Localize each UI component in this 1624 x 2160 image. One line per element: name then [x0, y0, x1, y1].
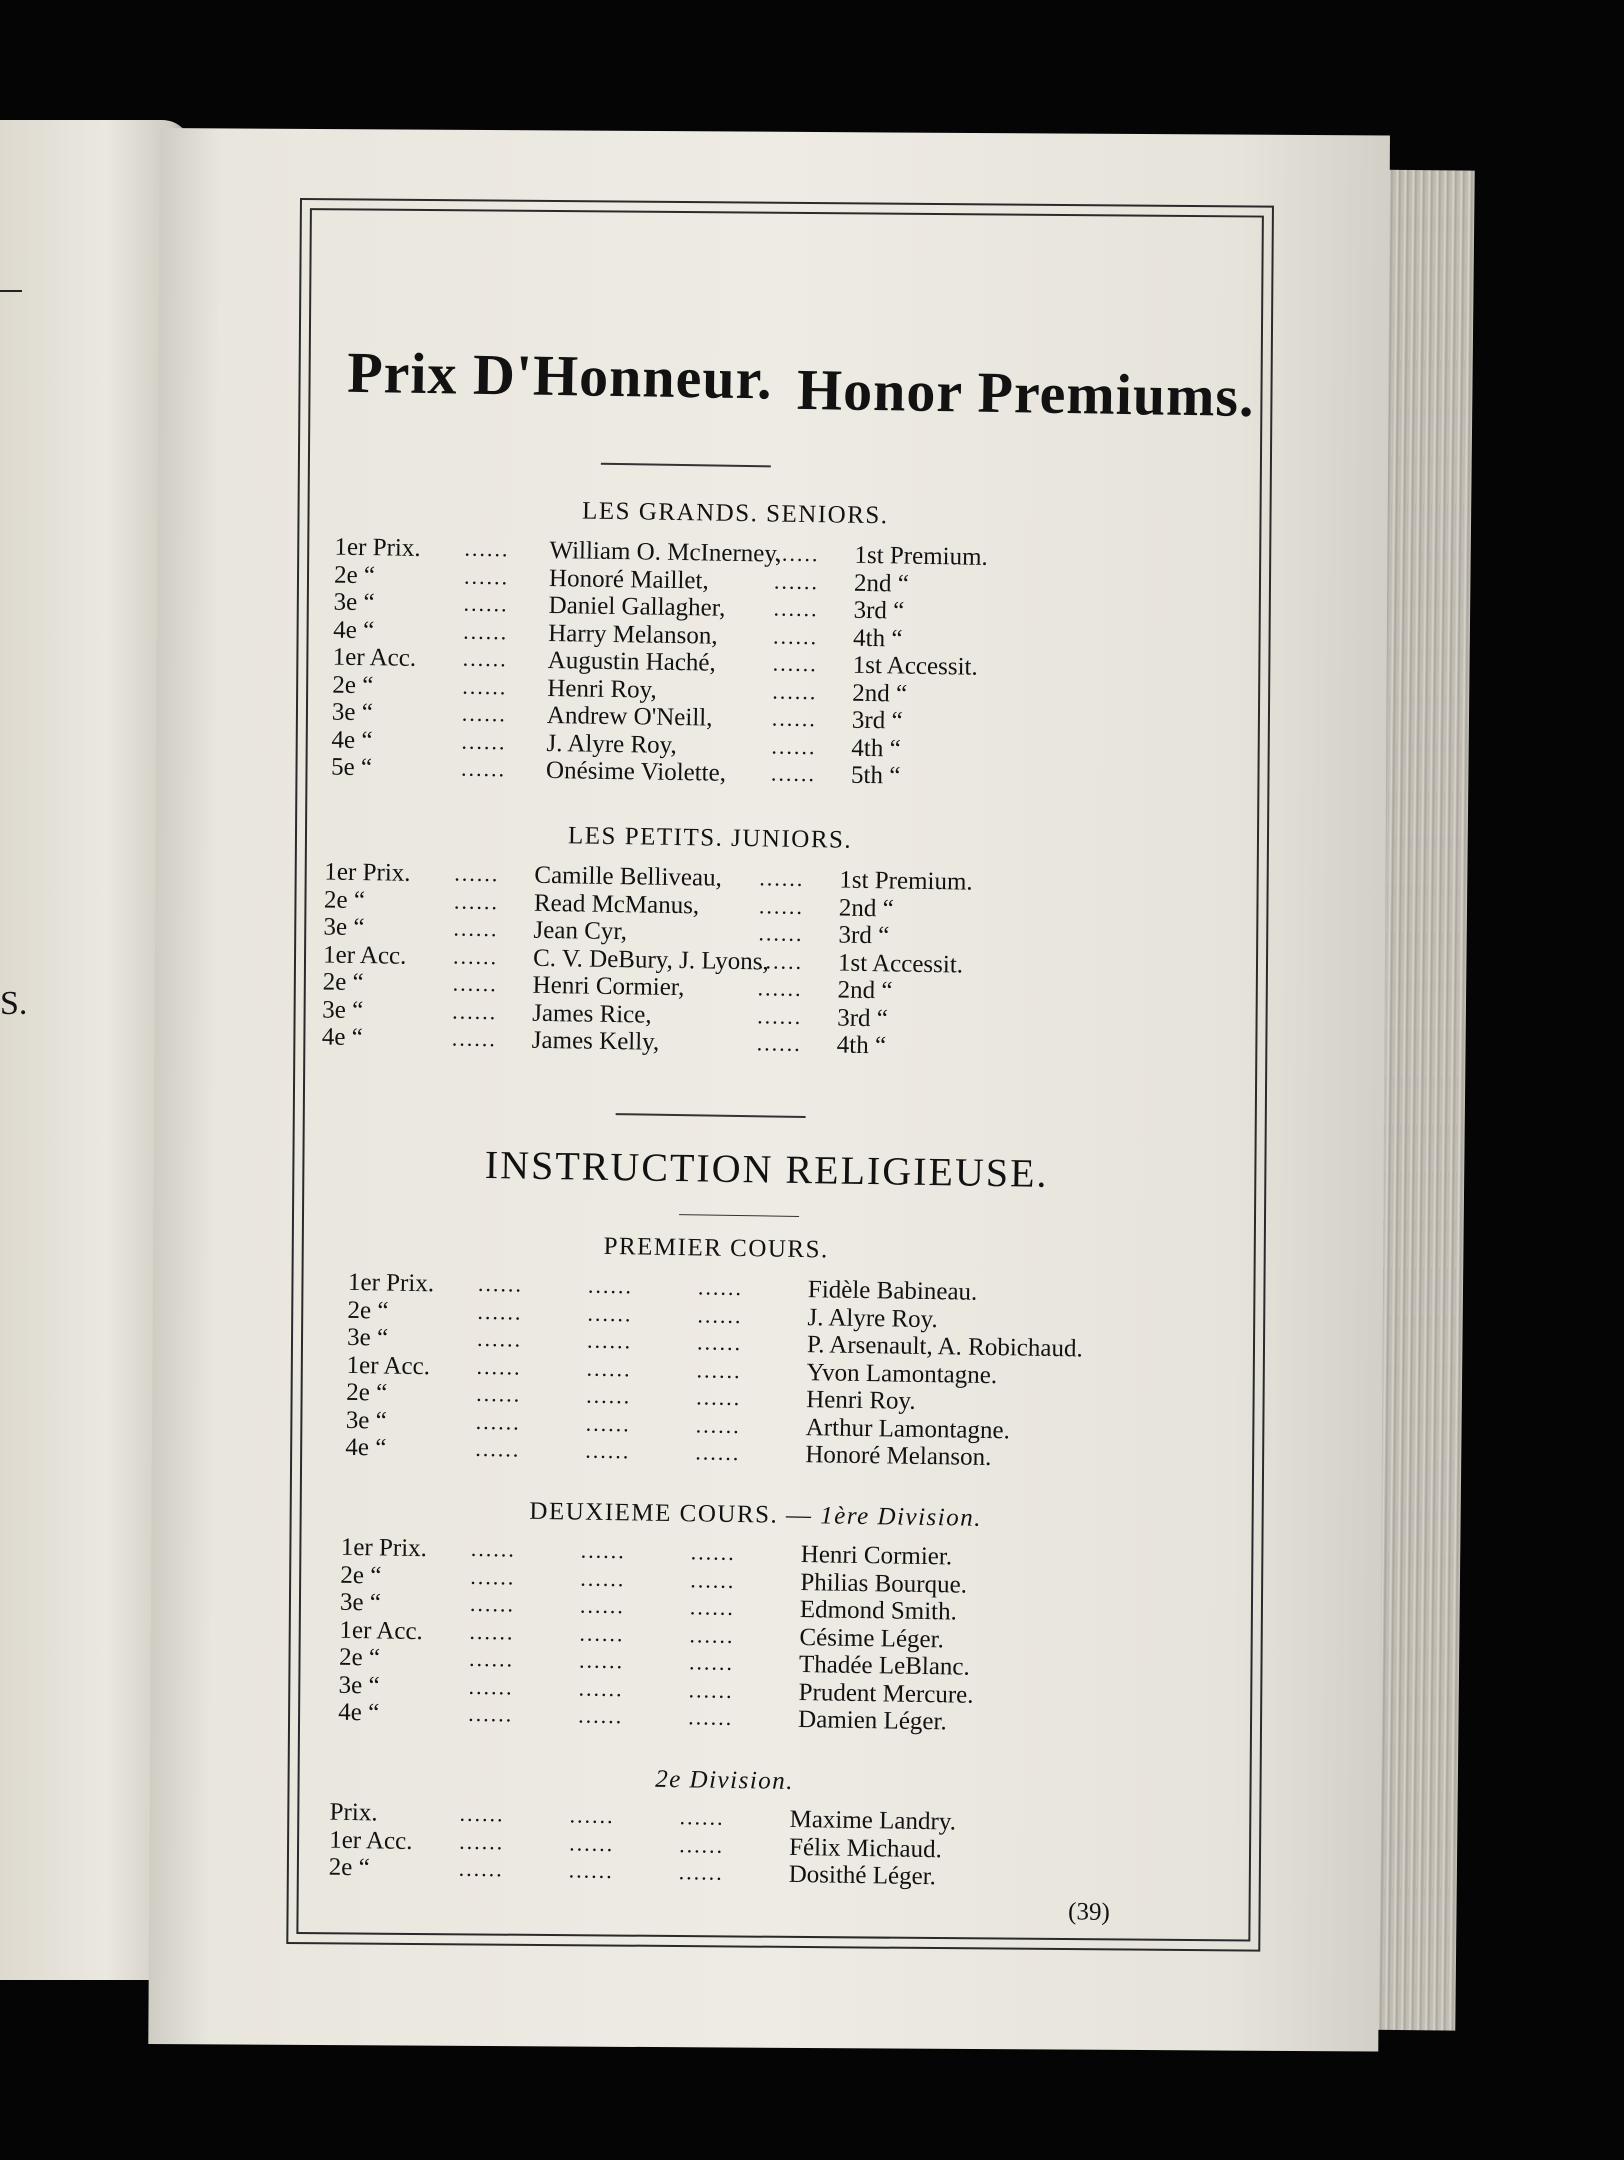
student-name: Henri Roy,: [547, 674, 658, 704]
leader-dots: ......: [772, 622, 819, 649]
leader-dots: ......: [690, 1539, 736, 1566]
award-english: 2nd “: [853, 569, 910, 598]
leader-dots: ......: [578, 1702, 624, 1729]
leader-dots: ......: [476, 1380, 522, 1407]
student-name: Camille Belliveau,: [534, 861, 723, 892]
leader-dots: ......: [461, 728, 507, 754]
award-label: 2e “: [323, 885, 366, 914]
leader-dots: ......: [757, 1002, 803, 1029]
award-english: 4th “: [852, 624, 903, 653]
leader-dots: ......: [468, 1700, 514, 1727]
student-name: Henri Cormier,: [532, 971, 685, 1002]
award-label: 4e “: [345, 1433, 387, 1462]
leader-dots: ......: [586, 1327, 633, 1354]
leader-dots: ......: [697, 1301, 743, 1328]
award-label: 5e “: [330, 753, 373, 782]
title-english-text: Honor Premiums.: [796, 356, 1256, 430]
leader-dots: ......: [695, 1439, 741, 1466]
award-english: 1st Premium.: [839, 866, 973, 896]
student-name: William O. McInerney,: [549, 536, 782, 568]
leader-dots: ......: [460, 755, 507, 782]
leader-dots: ......: [469, 1618, 515, 1645]
award-label: 3e “: [339, 1588, 382, 1617]
leader-dots: ......: [451, 1025, 498, 1052]
award-label: 1er Acc.: [322, 940, 407, 970]
leader-dots: ......: [689, 1621, 735, 1648]
religion-divider: [679, 1214, 799, 1217]
leader-dots: ......: [580, 1565, 626, 1591]
leader-dots: ......: [569, 1829, 615, 1856]
leader-dots: ......: [452, 997, 498, 1024]
leader-dots: ......: [578, 1675, 624, 1701]
leader-dots: ......: [678, 1831, 725, 1858]
page-content: [273, 198, 1270, 1955]
award-label: Prix.: [329, 1798, 378, 1827]
page-number: (39): [1067, 1898, 1111, 1926]
leader-dots: ......: [772, 650, 818, 677]
student-name: Read McManus,: [533, 889, 700, 919]
title-english: [797, 356, 1256, 430]
award-label: 1er Acc.: [346, 1351, 431, 1380]
leader-dots: ......: [687, 1704, 734, 1730]
religion-heading: INSTRUCTION RELIGIEUSE.: [484, 1142, 1049, 1196]
left-page-letter: S.: [0, 985, 28, 1022]
award-english: 3rd “: [838, 921, 890, 950]
student-name: Augustin Haché,: [547, 646, 716, 677]
leader-dots: ......: [688, 1676, 734, 1703]
student-name: J. Alyre Roy.: [807, 1303, 939, 1333]
leader-dots: ......: [586, 1382, 632, 1409]
division-2-heading: 2e Division.: [654, 1765, 795, 1795]
student-name: J. Alyre Roy,: [546, 729, 677, 759]
leader-dots: ......: [476, 1325, 523, 1352]
leader-dots: ......: [771, 732, 817, 759]
leader-dots: ......: [459, 1800, 505, 1827]
award-label: 3e “: [346, 1323, 389, 1352]
section-divider: [616, 1113, 806, 1118]
leader-dots: ......: [587, 1272, 634, 1299]
award-label: 2e “: [333, 561, 376, 589]
award-english: 4th “: [836, 1031, 887, 1060]
leader-dots: ......: [585, 1410, 631, 1436]
student-name: Harry Melanson,: [547, 619, 718, 650]
leader-dots: ......: [477, 1270, 524, 1297]
leader-dots: ......: [464, 535, 510, 562]
student-name: Andrew O'Neill,: [546, 701, 713, 732]
student-name: Edmond Smith.: [799, 1596, 958, 1626]
leader-dots: ......: [475, 1435, 521, 1462]
award-english: 1st Accessit.: [852, 651, 978, 681]
award-label: 1er Prix.: [334, 533, 421, 562]
leader-dots: ......: [463, 618, 509, 644]
leader-dots: ......: [459, 1828, 505, 1854]
award-english: 2nd “: [838, 894, 894, 922]
student-name: C. V. DeBury, J. Lyons,: [532, 944, 769, 975]
award-label: 2e “: [328, 1853, 370, 1882]
student-name: James Kelly,: [531, 1026, 660, 1056]
student-name: Honoré Maillet,: [548, 564, 709, 594]
award-english: 3rd “: [836, 1004, 889, 1032]
student-name: Césime Léger.: [799, 1623, 945, 1653]
leader-dots: ......: [771, 705, 818, 732]
leader-dots: ......: [757, 975, 803, 1001]
award-label: 3e “: [345, 1406, 387, 1435]
student-name: Thadée LeBlanc.: [798, 1651, 970, 1681]
leader-dots: ......: [696, 1384, 742, 1411]
leader-dots: ......: [470, 1563, 516, 1590]
leader-dots: ......: [758, 920, 804, 946]
leader-dots: ......: [770, 760, 817, 787]
student-name: Philias Bourque.: [800, 1568, 968, 1599]
deuxieme-cours-heading: [529, 1498, 982, 1533]
leader-dots: ......: [469, 1590, 516, 1617]
seniors-heading: LES GRANDS. SENIORS.: [581, 497, 889, 530]
left-page-rule: [0, 290, 22, 292]
leader-dots: ......: [569, 1802, 615, 1829]
award-label: 2e “: [322, 968, 364, 997]
leader-dots: ......: [579, 1620, 625, 1646]
student-name: Daniel Gallagher,: [548, 591, 726, 622]
leader-dots: ......: [678, 1859, 724, 1885]
leader-dots: ......: [759, 865, 805, 892]
student-name: Maxime Landry.: [789, 1805, 957, 1836]
award-label: 1er Acc.: [329, 1826, 413, 1855]
award-label: 2e “: [332, 671, 374, 699]
deuxieme-cours-label: DEUXIEME COURS.: [529, 1497, 779, 1529]
leader-dots: ......: [580, 1537, 626, 1564]
award-label: 2e “: [338, 1643, 381, 1672]
student-name: Yvon Lamontagne.: [806, 1358, 998, 1389]
student-name: Félix Michaud.: [788, 1833, 943, 1863]
leader-dots: ......: [688, 1649, 735, 1675]
leader-dots: ......: [773, 567, 820, 594]
leader-dots: ......: [452, 943, 499, 969]
leader-dots: ......: [470, 1535, 517, 1562]
leader-dots: ......: [475, 1408, 522, 1435]
student-name: James Rice,: [532, 999, 652, 1029]
leader-dots: ......: [578, 1647, 625, 1674]
leader-dots: ......: [773, 595, 819, 622]
premier-cours-heading: PREMIER COURS.: [603, 1232, 829, 1264]
juniors-heading: LES PETITS. JUNIORS.: [567, 822, 853, 854]
award-label: 3e “: [331, 698, 374, 727]
award-label: 4e “: [338, 1698, 380, 1727]
title-french-text: Prix D'Honneur.: [346, 339, 774, 412]
division-1-label: 1ère Division.: [820, 1502, 983, 1532]
leader-dots: ......: [463, 563, 510, 589]
leader-dots: ......: [477, 1298, 523, 1325]
award-label: 4e “: [333, 616, 375, 644]
leader-dots: ......: [454, 860, 500, 887]
award-label: 4e “: [321, 1023, 363, 1052]
student-name: Arthur Lamontagne.: [805, 1413, 1011, 1444]
leader-dots: ......: [697, 1274, 744, 1301]
award-label: 2e “: [346, 1378, 388, 1407]
leader-dots: ......: [476, 1353, 522, 1380]
award-label: 2e “: [340, 1561, 382, 1589]
leader-dots: ......: [462, 673, 508, 699]
student-name: Henri Roy.: [805, 1386, 916, 1415]
award-english: 5th “: [850, 761, 901, 790]
award-label: 3e “: [333, 588, 375, 617]
leader-dots: ......: [757, 947, 804, 974]
award-english: 2nd “: [852, 679, 908, 708]
award-label: 2e “: [347, 1296, 389, 1325]
student-name: P. Arsenault, A. Robichaud.: [806, 1331, 1083, 1363]
leader-dots: ......: [461, 700, 508, 727]
leader-dots: ......: [756, 1030, 802, 1056]
leader-dots: ......: [468, 1673, 514, 1700]
leader-dots: ......: [695, 1411, 741, 1438]
leader-dots: ......: [458, 1855, 504, 1882]
leader-dots: ......: [587, 1300, 633, 1326]
award-label: 4e “: [331, 726, 373, 754]
leader-dots: ......: [758, 892, 805, 919]
leader-dots: ......: [696, 1356, 742, 1383]
award-label: 3e “: [323, 913, 365, 942]
award-label: 1er Prix.: [324, 858, 411, 887]
award-label: 1er Acc.: [332, 643, 417, 672]
student-name: Damien Léger.: [797, 1706, 947, 1736]
title-divider: [601, 463, 771, 468]
leader-dots: ......: [462, 645, 508, 672]
leader-dots: ......: [690, 1566, 736, 1593]
leader-dots: ......: [696, 1329, 743, 1356]
leader-dots: ......: [679, 1804, 725, 1830]
student-name: Dosithé Léger.: [788, 1860, 937, 1891]
student-name: Henri Cormier.: [800, 1541, 953, 1571]
leader-dots: ......: [568, 1857, 614, 1884]
leader-dots: ......: [774, 540, 820, 567]
title-french: [347, 339, 773, 413]
leader-dots: ......: [586, 1355, 632, 1381]
award-english: 2nd “: [837, 976, 893, 1005]
leader-dots: ......: [453, 915, 499, 942]
student-name: Jean Cyr,: [533, 916, 628, 946]
student-name: Honoré Melanson.: [805, 1441, 992, 1472]
award-english: 3rd “: [853, 596, 905, 625]
award-english: 1st Premium.: [854, 541, 988, 571]
leader-dots: ......: [689, 1594, 736, 1621]
leader-dots: ......: [453, 888, 500, 914]
award-english: 4th “: [851, 734, 901, 763]
leader-dots: ......: [468, 1645, 515, 1672]
award-english: 3rd “: [851, 706, 903, 735]
leader-dots: ......: [585, 1437, 631, 1464]
award-label: 3e “: [322, 995, 364, 1024]
award-label: 1er Acc.: [339, 1616, 424, 1645]
leader-dots: ......: [463, 590, 509, 617]
award-label: 3e “: [338, 1671, 380, 1699]
student-name: Fidèle Babineau.: [807, 1276, 978, 1306]
leader-dots: ......: [452, 970, 498, 997]
leader-dots: ......: [772, 677, 818, 704]
leader-dots: ......: [579, 1592, 626, 1619]
award-label: 1er Prix.: [347, 1268, 435, 1298]
deuxieme-dash: —: [778, 1501, 821, 1530]
student-name: Prudent Mercure.: [798, 1678, 974, 1709]
award-label: 1er Prix.: [340, 1533, 428, 1563]
student-name: Onésime Violette,: [545, 756, 727, 787]
award-english: 1st Accessit.: [837, 949, 964, 979]
